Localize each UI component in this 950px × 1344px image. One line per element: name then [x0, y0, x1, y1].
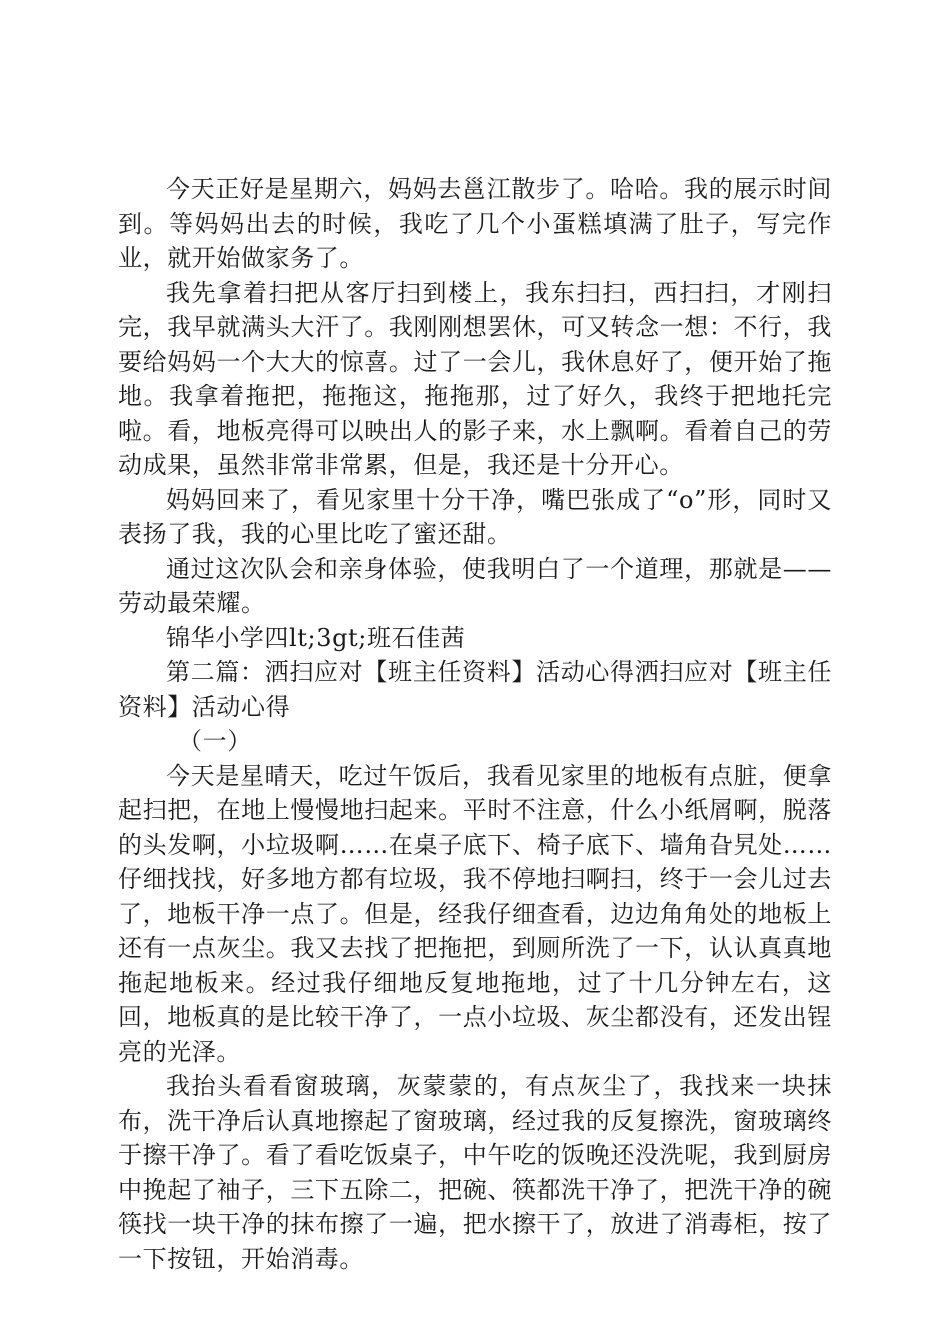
paragraph-sweeping-mopping: 我先拿着扫把从客厅扫到楼上，我东扫扫，西扫扫，才刚扫完，我早就满头大汗了。我刚刚想罢休，可又转念一想：不行，我要给妈妈一个大大的惊喜。过了一会儿，我休息好了，便开始了拖地。我拿着拖把，拖拖这，拖拖那，过了好久，我终于把地托完啦。看，地板亮得可以映出人的影子来，水上飘啊。看着自己的劳动成果，虽然非常非常累，但是，我还是十分开心。 [118, 278, 832, 479]
section-number: （一） [178, 727, 252, 755]
author-signature: 锦华小学四lt;3gt;班石佳茜 [166, 623, 466, 652]
paragraph-saturday-intro: 今天正好是星期六，妈妈去邕江散步了。哈哈。我的展示时间到。等妈妈出去的时候，我吃了几个小蛋糕填满了肚子，写完作业，就开始做家务了。 [118, 175, 832, 272]
paragraph-lesson-learned: 通过这次队会和亲身体验，使我明白了一个道理，那就是——劳动最荣耀。 [118, 554, 832, 617]
paragraph-cleaning-window-dishes: 我抬头看看窗玻璃，灰蒙蒙的，有点灰尘了，我找来一块抹布，洗干净后认真地擦起了窗玻璃，经过我的反复擦洗，窗玻璃终于擦干净了。看了看吃饭桌子，中午吃的饭晚还没洗呢，我到厨房中挽起了袖子，三下五除二，把碗、筷都洗干净了，把洗干净的碗筷找一块干净的抹布擦了一遍，把水擦干了，放进了消毒柜，按了一下按钮，开始消毒。 [118, 1072, 832, 1273]
paragraph-mother-returns: 妈妈回来了，看见家里十分干净，嘴巴张成了“o”形，同时又表扬了我，我的心里比吃了蜜还甜。 [118, 485, 832, 548]
document-body [118, 172, 832, 1276]
paragraph-cleaning-floor: 今天是星晴天，吃过午饭后，我看见家里的地板有点脏，便拿起扫把，在地上慢慢地扫起来。平时不注意，什么小纸屑啊，脱落的头发啊，小垃圾啊……在桌子底下、椅子底下、墙角旮旯处……仔细找找，好多地方都有垃圾，我不停地扫啊扫，终于一会儿过去了，地板干净一点了。但是，经我仔细查看，边边角角处的地板上还有一点灰尘。我又去找了把拖把，到厕所洗了一下，认认真真地拖起地板来。经过我仔细地反复地拖地，过了十几分钟左右，这回，地板真的是比较干净了，一点小垃圾、灰尘都没有，还发出锃亮的光泽。 [118, 761, 832, 1066]
section-heading-part-two: 第二篇：洒扫应对【班主任资料】活动心得洒扫应对【班主任资料】活动心得 [118, 658, 832, 721]
